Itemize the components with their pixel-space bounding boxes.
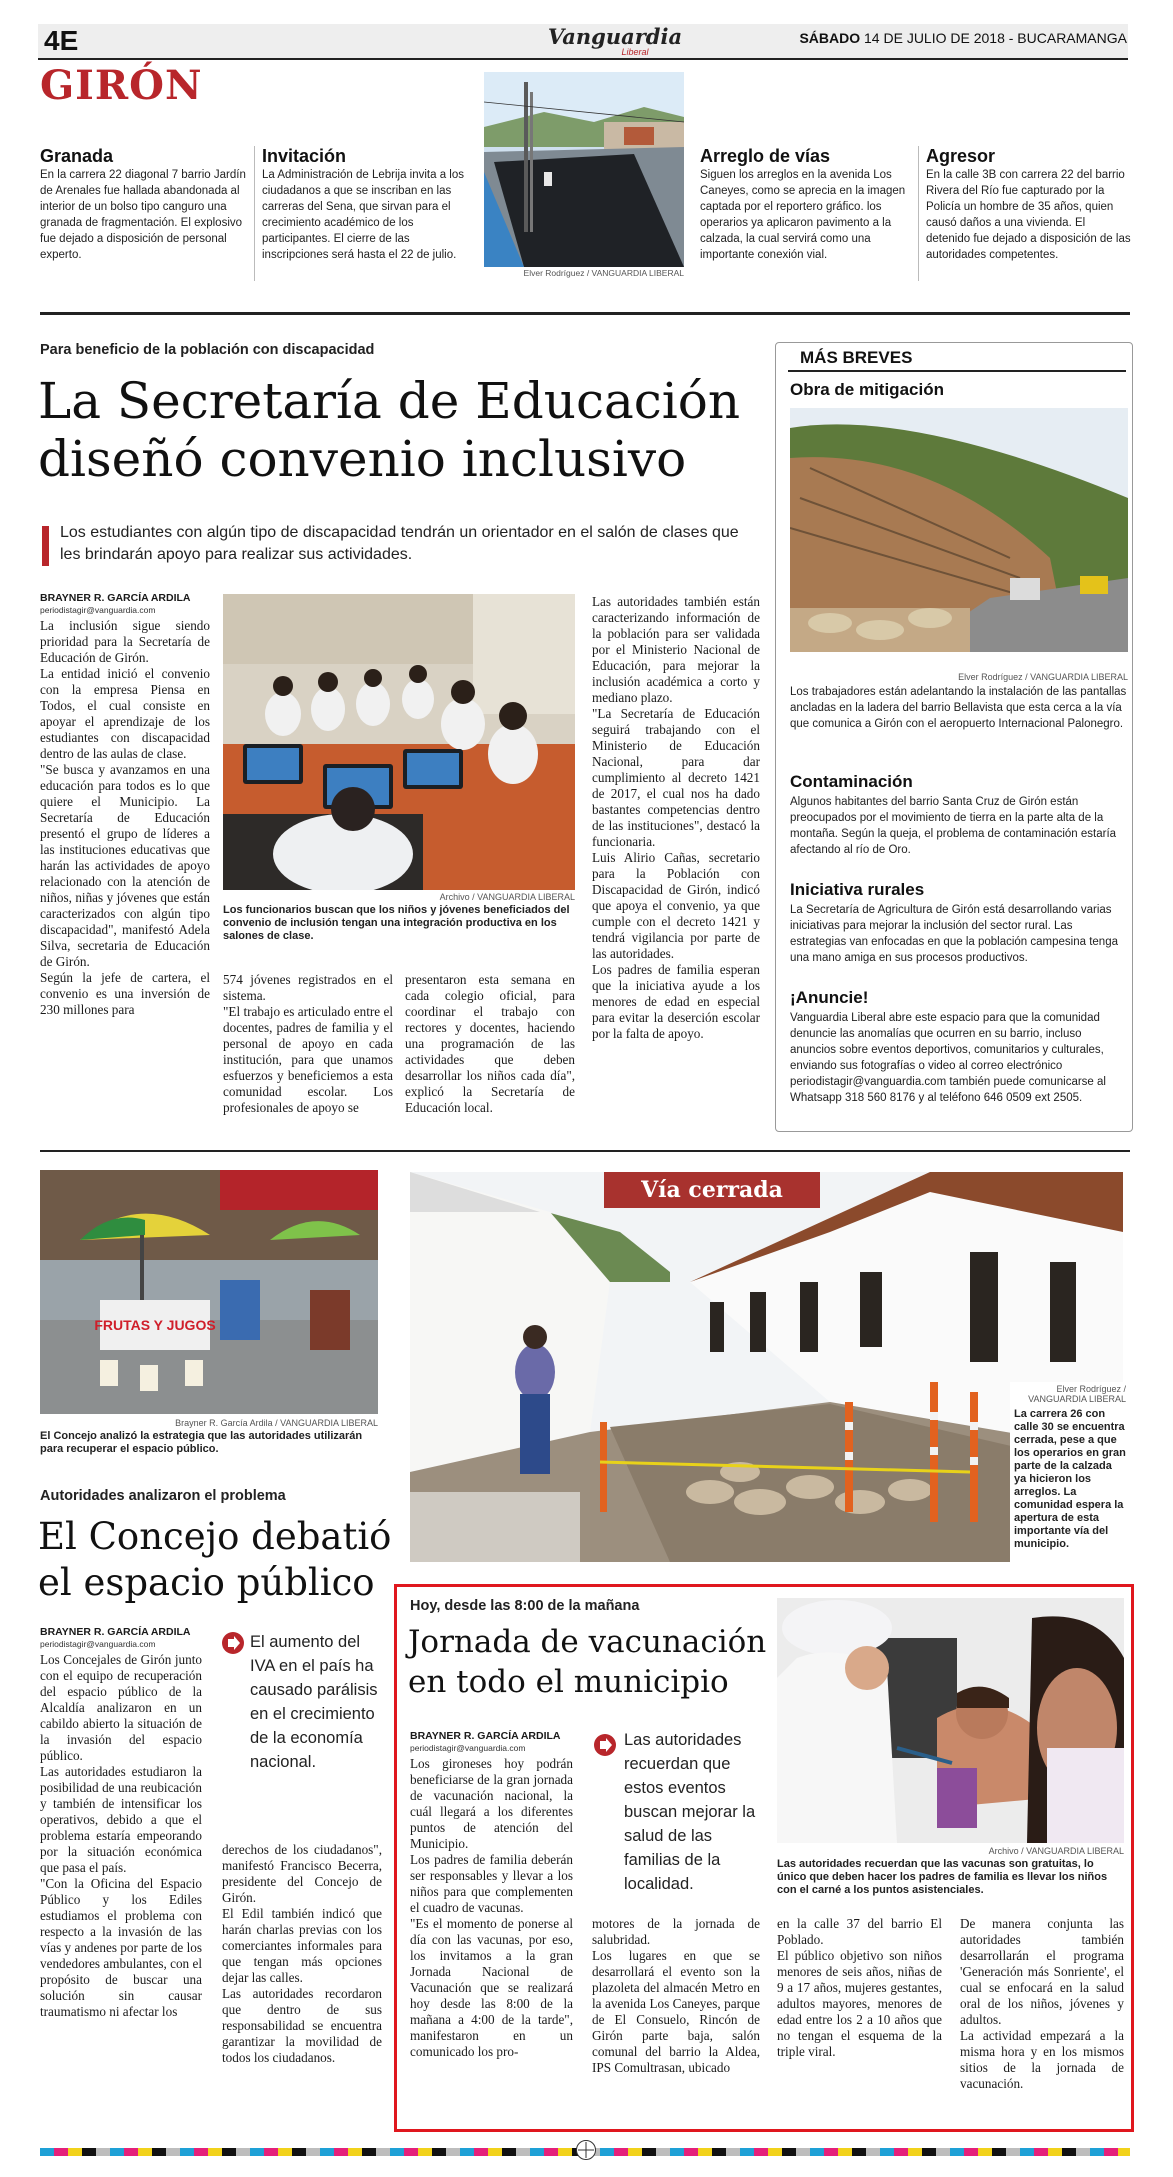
road-works-photo	[484, 72, 684, 267]
mitigation-photo	[790, 408, 1128, 652]
vaccination-col-1: Los gironeses hoy podrán beneficiarse de la gran jornada de vacunación nacional, la cuál llegará a los diferentes puntos de atención del Municipio. Los padres de familia deberán ser responsables y llevar a los niños para que complementen el cuadro de vacunas. "Es el momento de ponerse al día con las vacunas, por eso, los invitamos a la gran Jornada Nacional de Vacunación que se realizará hoy desde las 8:00 de la mañana a 4:00 de la tarde", manifestaron en un comunicado los pro-	[410, 1756, 573, 2059]
vaccination-byline: BRAYNER R. GARCÍA ARDILA	[410, 1730, 561, 1742]
sidebar-title: MÁS BREVES	[800, 348, 913, 367]
brief-title: Arreglo de vías	[700, 146, 831, 166]
top-photo-credit: Elver Rodríguez / VANGUARDIA LIBERAL	[523, 268, 684, 278]
headline-line-2: en todo el municipio	[408, 1664, 729, 1700]
arrow-right-icon	[594, 1734, 616, 1756]
street-vendor-photo-credit: Brayner R. García Ardila / VANGUARDIA LIBERAL	[175, 1418, 378, 1428]
concejo-byline-email: periodistagir@vanguardia.com	[40, 1639, 156, 1649]
brief-text: En la calle 3B con carrera 22 del barrio Rivera del Río fue capturado por la Policía un hombre de 35 años, quien causó daños a una vivienda. El detenido fue dejado a disposición de las autoridades competentes.	[926, 169, 1131, 261]
mitigation-image	[790, 408, 1128, 652]
street-vendor-image	[40, 1170, 378, 1414]
classroom-photo	[223, 594, 575, 890]
section-rule	[40, 312, 1130, 315]
vaccination-pull-quote: Las autoridades recuerdan que estos eventos buscan mejorar la salud de las familias de la localidad.	[624, 1731, 756, 1893]
headline-line-1: El Concejo debatió	[38, 1515, 392, 1558]
sidebar-item2-text: Algunos habitantes del barrio Santa Cruz de Girón están preocupados por el movimiento de tierra en la parte alta de la montaña. Según la queja, el problema de contaminación estaría afectando al río de Oro.	[790, 796, 1117, 856]
via-cerrada-caption: La carrera 26 con calle 30 se encuentra cerrada, pese a que los operarios en gran parte de la calzada ya hicieron los arreglos. La comunidad espera la apertura de esta importante vía del municipio.	[1014, 1408, 1126, 1550]
road-works-image	[484, 72, 684, 267]
vaccination-photo-credit: Archivo / VANGUARDIA LIBERAL	[988, 1846, 1124, 1856]
brief-text: Siguen los arreglos en la avenida Los Caneyes, como se aprecia en la imagen captada por el reportero gráfico. los operarios ya aplicaron pavimento a la calzada, la cual servirá como una importante conexión vial.	[700, 169, 906, 261]
headline-line-2: diseñó convenio inclusivo	[38, 430, 687, 488]
headline-line-1: Jornada de vacunación	[408, 1624, 767, 1660]
vendor-sign-text: FRUTAS Y JUGOS	[94, 1317, 216, 1333]
main-byline: BRAYNER R. GARCÍA ARDILA	[40, 592, 191, 604]
classroom-photo-credit: Archivo / VANGUARDIA LIBERAL	[439, 892, 575, 902]
main-col-4: Las autoridades también están caracterizando información de la población para ser validada por el Ministerio Nacional de Educación, para mejorar la inclusión académica a corto y mediano plazo. "La Secretaría de Educación seguirá trabajando con el Ministerio de Educación Nacional, para dar cumplimiento al decreto 1421 de 2017, el cual nos ha dado bastantes competencias dentro de las instituciones", destacó la funcionaria. Luis Alirio Cañas, secretario para la Población con Discapacidad de Girón, indicó que apoya el convenio, ya que cumple con el decreto 1421 y tendrá vigilancia por parte de las autoridades. Los padres de familia esperan que la iniciativa ayude a los menores de edad en especial para evitar la deserción escolar por la falta de apoyo.	[592, 594, 760, 1041]
classroom-image	[223, 594, 575, 890]
mitigation-photo-credit: Elver Rodríguez / VANGUARDIA LIBERAL	[958, 672, 1128, 682]
main-kicker: Para beneficio de la población con discapacidad	[40, 342, 375, 358]
vaccination-pull-arrow-icon	[594, 1734, 616, 1756]
brief-granada	[40, 146, 250, 263]
concejo-pull-arrow-icon	[222, 1632, 244, 1654]
arrow-right-icon	[222, 1632, 244, 1654]
brief-agresor	[926, 146, 1131, 263]
concejo-pull-quote: El aumento del IVA en el país ha causado parálisis en el crecimiento de la economía nacional.	[250, 1633, 378, 1771]
sidebar-item1-text: Los trabajadores están adelantando la instalación de las pantallas ancladas en la ladera del barrio Bellavista que esta cerca a la vía que comunica a Girón con el aeropuerto Internacional Palonegro.	[790, 686, 1127, 730]
sidebar-title-rule	[788, 370, 1126, 372]
classroom-photo-caption: Los funcionarios buscan que los niños y jóvenes beneficiados del convenio de inclusión tengan una integración productiva en los salones de clase.	[223, 904, 570, 942]
main-col-2: 574 jóvenes registrados en el sistema. "El trabajo es articulado entre el docentes, padres de familia y el personal de apoyo en cada institución, para que unamos esfuerzos y beneficiemos a esta comunidad escolar. Los profesionales de apoyo se	[223, 972, 393, 1115]
lead-marker	[42, 526, 49, 566]
brief-arreglo	[700, 146, 915, 263]
street-vendor-photo-caption: El Concejo analizó la estrategia que las autoridades utilizarán para recuperar el espacio público.	[40, 1430, 363, 1455]
concejo-kicker: Autoridades analizaron el problema	[40, 1488, 286, 1504]
brief-text: La Administración de Lebrija invita a los ciudadanos a que se inscriban en las carreras del Sena, que sirvan para el crecimiento académico de los participantes. El cierre de las inscripciones será hasta el 22 de julio.	[262, 169, 465, 261]
date-day: SÁBADO	[799, 30, 861, 46]
main-col-1: La inclusión sigue siendo prioridad para la Secretaría de Educación de Girón. La entidad inició el convenio con la empresa Piensa en Todos, el cual consiste en apoyar el aprendizaje de los estudiantes con discapacidad dentro de las aulas de clase. "Se busca y avanzamos en una educación para todos es lo que quiere el Municipio. La Secretaría de Educación presentó el grupo de líderes a las instituciones educativas que harán las actividades de apoyo relacionado con la atención de niños, niñas y jóvenes que están caracterizados con algún tipo discapacidad", manifestó Adela Silva, secretaria de Educación de Girón. Según la jefe de cartera, el convenio es una inversión de 230 millones para	[40, 618, 210, 1017]
sidebar-item1-title: Obra de mitigación	[790, 380, 944, 399]
main-col-3: presentaron esta semana en cada colegio oficial, para coordinar el trabajo con rectores y docentes, haciendo una programación de las actividades que deben desarrollar los niños cada día", explicó la Secretaría de Educación local.	[405, 972, 575, 1115]
date-rest: 14 DE JULIO DE 2018 - BUCARAMANGA	[864, 30, 1127, 46]
crosshair-icon	[577, 2141, 595, 2159]
brief-title: Granada	[40, 146, 114, 166]
brief-invitacion	[262, 146, 467, 263]
sidebar-item4-text: Vanguardia Liberal abre este espacio para que la comunidad denuncie las anomalías que ocurren en su barrio, incluso anuncios sobre eventos deportivos, comunitarios y culturales, enviando sus fotografías o video al correo electrónico periodistagir@vanguardia.com también puede comunicarse al Whatsapp 318 560 8176 y al teléfono 646 0509 ext 2505.	[790, 1012, 1106, 1104]
header-date	[799, 30, 1127, 46]
vaccination-byline-email: periodistagir@vanguardia.com	[410, 1743, 526, 1753]
sidebar-item2-title: Contaminación	[790, 772, 913, 791]
main-headline	[38, 372, 778, 488]
vaccination-col-3: en la calle 37 del barrio El Poblado. El público objetivo son niños menores de seis años, niñas de 9 a 17 años, mujeres gestantes, adultos mayores, menores de edad entre los 2 a 10 años que no tengan el esquema de la triple viral.	[777, 1916, 942, 2059]
via-cerrada-photo-credit: Elver Rodríguez / VANGUARDIA LIBERAL	[1028, 1384, 1126, 1404]
concejo-byline: BRAYNER R. GARCÍA ARDILA	[40, 1626, 191, 1638]
main-byline-email: periodistagir@vanguardia.com	[40, 605, 156, 615]
logo-sub: Liberal	[621, 47, 649, 57]
registration-mark-icon	[576, 2140, 596, 2160]
page-number: 4E	[44, 25, 79, 56]
concejo-col-1: Los Concejales de Girón junto con el equipo de recuperación del espacio público de la Alcaldía analizaron en un cabildo abierto la situación de la invasión del espacio público. Las autoridades estudiaron la posibilidad de una reubicación y también de intensificar los operativos, debido a que el problema estaría empeorando por la situación económica que pasa el país. "Con la Oficina del Espacio Público y los Ediles estudiamos el problema con respecto a la invasión de las vías y andenes por parte de los vendedores ambulantes, con el propósito de buscar una solución sin causar traumatismo ni afectar los	[40, 1652, 202, 2019]
vaccination-image	[777, 1598, 1124, 1843]
sidebar-item4-title: ¡Anuncie!	[790, 988, 869, 1007]
brief-divider	[254, 146, 255, 281]
vaccination-kicker: Hoy, desde las 8:00 de la mañana	[410, 1598, 640, 1614]
brief-divider	[918, 146, 919, 281]
headline-line-1: La Secretaría de Educación	[38, 372, 741, 430]
brief-title: Agresor	[926, 146, 996, 166]
logo-main: Vanguardia	[547, 24, 683, 49]
sidebar-item3-text: La Secretaría de Agricultura de Girón está desarrollando varias iniciativas para mejorar la inclusión del sector rural. Las estrategias van enfocadas en que la población campesina tenga una mano amiga en sus procesos productivos.	[790, 904, 1118, 964]
sidebar-item3-title: Iniciativa rurales	[790, 880, 925, 899]
main-lead: Los estudiantes con algún tipo de discapacidad tendrán un orientador en el salón de clases que les brindarán apoyo para realizar sus actividades.	[60, 524, 739, 563]
vaccination-col-4: De manera conjunta las autoridades también desarrollarán el programa 'Generación más Sonriente', el cual se enfocará en la salud oral de los niños, jóvenes y adultos. La actividad empezará a la misma hora y en los mismos sitios de la jornada de vacunación.	[960, 1916, 1124, 2091]
via-cerrada-tag: Vía cerrada	[604, 1172, 820, 1208]
vaccination-photo-caption: Las autoridades recuerdan que las vacunas son gratuitas, lo único que deben hacer los padres de familia es llevar los niños con el carné a los puntos asistenciales.	[777, 1858, 1108, 1896]
vaccination-col-2: motores de la jornada de salubridad. Los lugares en que se desarrollará el evento son la plazoleta del almacén Metro en la avenida Los Caneyes, parque de El Consuelo, Rincón de Girón parte baja, salón comunal del barrio la Aldea, IPS Comultrasan, ubicado	[592, 1916, 760, 2075]
concejo-headline	[38, 1514, 398, 1606]
concejo-col-2: derechos de los ciudadanos", manifestó Francisco Becerra, presidente del Concejo de Girón. El Edil también indicó que harán charlas previas con los comerciantes informales para que tengan más opciones dejar las calles. Las autoridades recordaron que dentro de sus responsabilidad se encuentra garantizar la movilidad de todos los ciudadanos.	[222, 1842, 382, 2065]
logo	[540, 26, 690, 57]
brief-title: Invitación	[262, 146, 347, 166]
street-vendor-photo	[40, 1170, 378, 1414]
section-rule	[40, 1150, 1130, 1152]
section-title: GIRÓN	[40, 62, 203, 109]
brief-text: En la carrera 22 diagonal 7 barrio Jardín de Arenales fue hallada abandonada al interior de un bolso tipo canguro una granada de fragmentación. El explosivo fue dejado a disposición de personal experto.	[40, 169, 246, 261]
vaccination-headline	[408, 1622, 788, 1702]
headline-line-2: el espacio público	[38, 1561, 375, 1604]
vaccination-photo	[777, 1598, 1124, 1843]
